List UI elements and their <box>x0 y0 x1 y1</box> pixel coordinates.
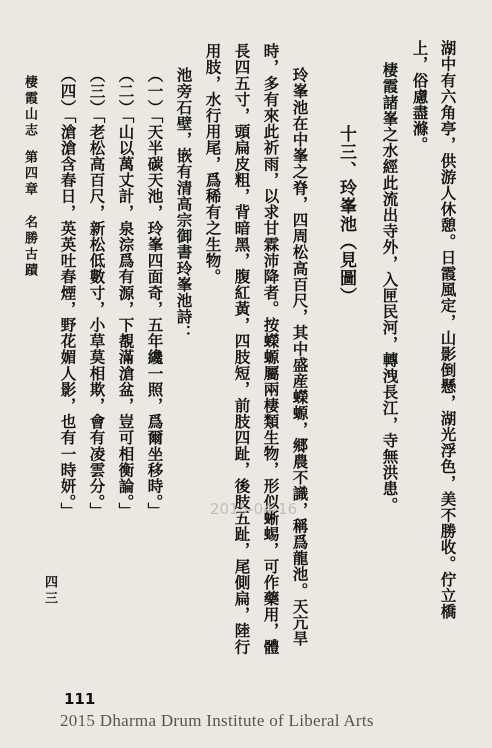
text-column-3: 棲霞諸峯之水經此流出寺外，入匣民河，轉洩長江，寺無洪患。 <box>380 62 400 513</box>
text-column-9: 池旁石壁，嵌有清高宗御書玲峯池詩： <box>174 67 194 341</box>
running-chapter: 第四章 <box>22 150 37 198</box>
poem-line-1: （一）「天半碳天池，玲峯四面奇，五年纔一照，爲爾坐移時。」 <box>145 67 165 519</box>
section-heading: 十三、玲峯池（見圖） <box>336 125 356 305</box>
poem-line-4: （四）「滄滄含春日，英英吐春煙，野花媚人影，也有一時妍。」 <box>58 67 78 519</box>
text-column-2: 上，俗慮盡滌。 <box>410 40 430 153</box>
page-number-arabic: 111 <box>64 690 96 708</box>
page-number-chinese: 四三 <box>42 575 57 607</box>
text-column-5: 玲峯池在中峯之脊，四周松高百尺，其中盛産蠑螈，郷農不識，稱爲龍池。天亢旱 <box>290 67 310 647</box>
poem-line-3: （三）「老松高百尺，新松低數寸，小草莫相欺，會有凌雲分。」 <box>87 67 107 519</box>
text-column-1: 湖中有六角亭，供游人休憩。日霞風定，山影倒懸，湖光浮色，美不勝收。佇立橋 <box>438 40 458 620</box>
running-book-title: 棲霞山志 <box>22 75 37 139</box>
running-section: 名勝古蹟 <box>22 215 37 279</box>
text-column-7: 長四五寸，頭扁皮粗，背暗黑，腹紅黃，四肢短，前肢四趾，後肢五趾，尾側扁，陸行 <box>232 43 252 655</box>
text-column-8: 用肢，水行用尾，爲稀有之生物。 <box>203 43 223 285</box>
date-stamp: 2015-04-16 <box>210 500 298 518</box>
text-column-6: 時，多有來此祈雨，以求甘霖沛降者。按蠑螈屬兩棲類生物，形似蜥蜴，可作藥用，體 <box>261 43 281 655</box>
footer-copyright: 2015 Dharma Drum Institute of Liberal Arts <box>60 711 374 730</box>
poem-line-2: （二）「山以萬丈計，泉淙爲有源，下覩滿滄盆，豈可相衡論。」 <box>116 67 136 519</box>
